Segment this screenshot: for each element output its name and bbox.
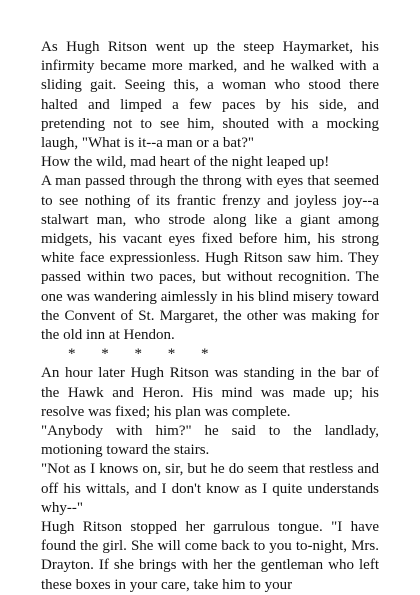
paragraph-anybody-with-him: "Anybody with him?" he said to the landlady, motioning toward the stairs.	[41, 423, 379, 459]
paragraph-wild-heart: How the wild, mad heart of the night leaped up!	[41, 154, 330, 171]
book-page	[41, 38, 379, 595]
paragraph-hour-later: An hour later Hugh Ritson was standing in the bar of the Hawk and Heron. His mind was made up; his resolve was fixed; his plan was complete.	[41, 365, 379, 420]
section-break: * * * * *	[68, 346, 209, 363]
paragraph-found-the-girl: Hugh Ritson stopped her garrulous tongue. "I have found the girl. She will come back to you to-night, Mrs. Drayton. If she brings with her the gentleman who left these boxes in your care, take him to your	[41, 519, 379, 593]
paragraph-stalwart-man: A man passed through the throng with eyes that seemed to see nothing of its frantic frenzy and joyless joy--a stalwart man, who strode along like a giant among midgets, his vacant eyes fixed before him, his strong white face expressionless. Hugh Ritson saw him. They passed within two paces, but without recognition. The one was wandering aimlessly in his blind misery toward the Convent of St. Margaret, the other was making for the old inn at Hendon.	[41, 173, 379, 344]
paragraph-landlady-reply: "Not as I knows on, sir, but he do seem that restless and off his wittals, and I don't know as I quite understands why--"	[41, 461, 379, 516]
paragraph-haymarket: As Hugh Ritson went up the steep Haymarket, his infirmity became more marked, and he walked with a sliding gait. Seeing this, a woman who stood there halted and limped a few paces by his side, and pretending not to see him, shouted with a mocking laugh, "What is it--a man or a bat?"	[41, 39, 379, 152]
